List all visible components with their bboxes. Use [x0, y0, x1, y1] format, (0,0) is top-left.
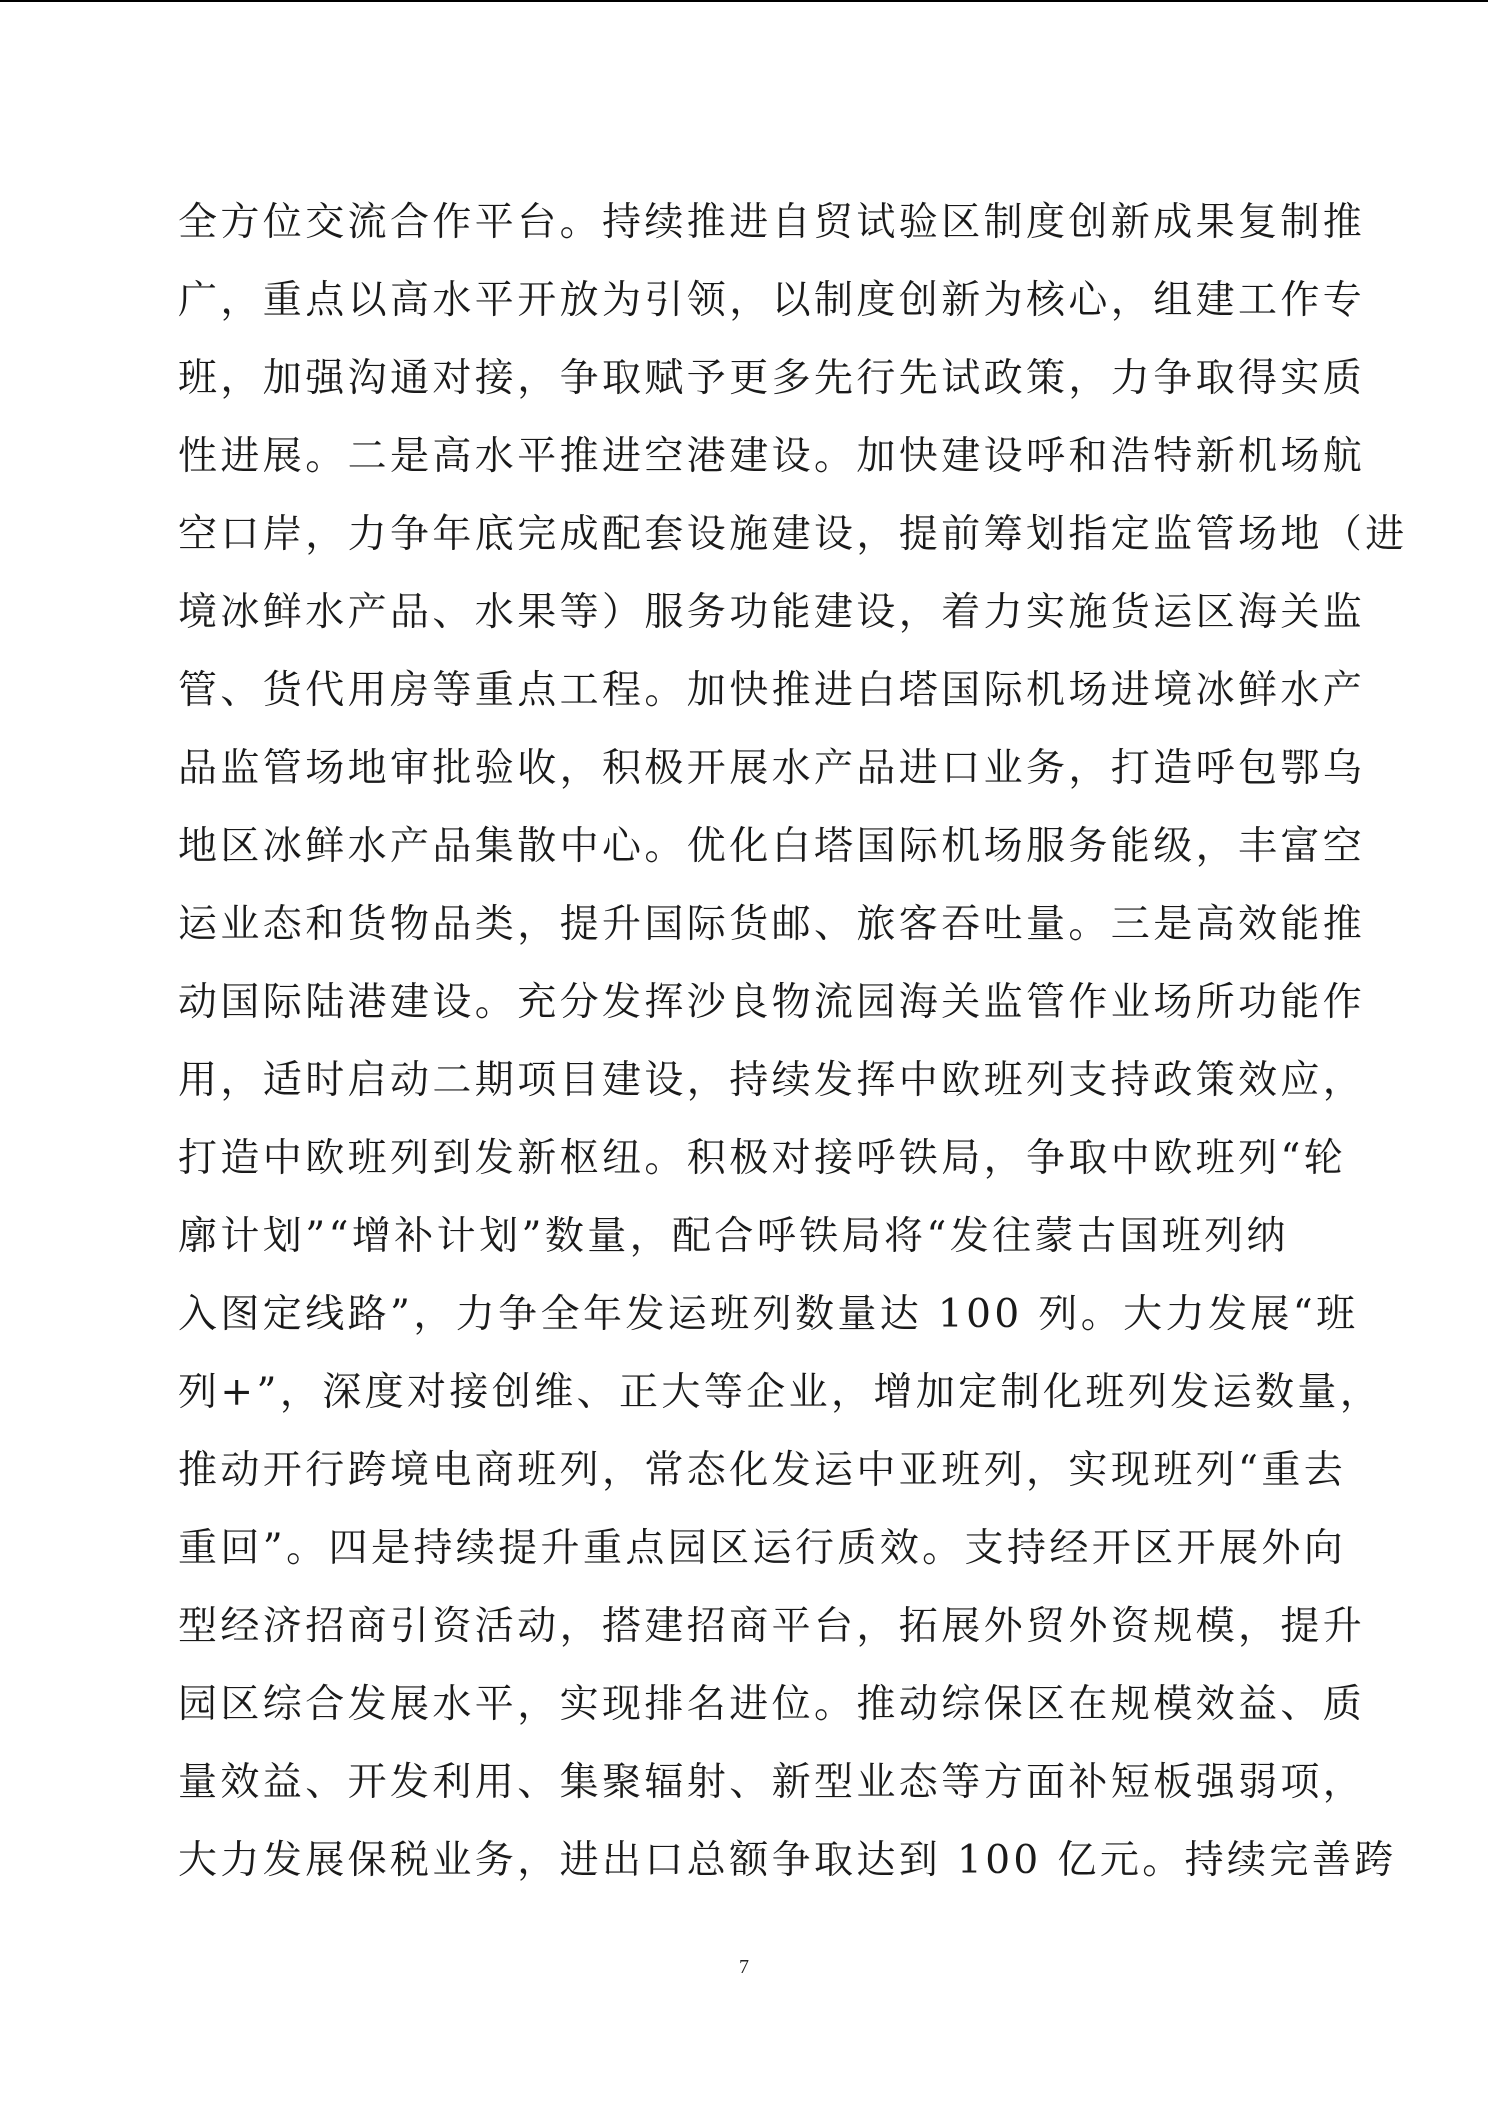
- text-line-1: 全方位交流合作平台。持续推进自贸试验区制度创新成果复制推: [178, 200, 1366, 245]
- text-line-8: 品监管场地审批验收，积极开展水产品进口业务，打造呼包鄂乌: [178, 746, 1366, 791]
- text-line-22: 大力发展保税业务，进出口总额争取达到 100 亿元。持续完善跨: [178, 1838, 1397, 1883]
- text-line-20: 园区综合发展水平，实现排名进位。推动综保区在规模效益、质: [178, 1682, 1366, 1727]
- text-line-2: 广，重点以高水平开放为引领，以制度创新为核心，组建工作专: [178, 278, 1366, 323]
- text-line-17: 推动开行跨境电商班列，常态化发运中亚班列，实现班列“重去: [178, 1448, 1347, 1493]
- text-line-14: 廓计划”“增补计划”数量，配合呼铁局将“发往蒙古国班列纳: [178, 1214, 1289, 1259]
- text-line-10: 运业态和货物品类，提升国际货邮、旅客吞吐量。三是高效能推: [178, 902, 1366, 947]
- text-line-4: 性进展。二是高水平推进空港建设。加快建设呼和浩特新机场航: [178, 434, 1366, 479]
- text-line-5: 空口岸，力争年底完成配套设施建设，提前筹划指定监管场地（进: [178, 512, 1408, 557]
- text-line-13: 打造中欧班列到发新枢纽。积极对接呼铁局，争取中欧班列“轮: [178, 1136, 1347, 1181]
- body-text: [178, 184, 1408, 1900]
- text-line-16: 列+”，深度对接创维、正大等企业，增加定制化班列发运数量，: [178, 1370, 1383, 1415]
- page-number: 7: [739, 1956, 749, 1978]
- text-line-19: 型经济招商引资活动，搭建招商平台，拓展外贸外资规模，提升: [178, 1604, 1366, 1649]
- page-top-border: [0, 0, 1488, 2]
- text-line-15: 入图定线路”，力争全年发运班列数量达 100 列。大力发展“班: [178, 1292, 1359, 1337]
- text-line-21: 量效益、开发利用、集聚辐射、新型业态等方面补短板强弱项，: [178, 1760, 1366, 1805]
- text-line-3: 班，加强沟通对接，争取赋予更多先行先试政策，力争取得实质: [178, 356, 1366, 401]
- text-line-11: 动国际陆港建设。充分发挥沙良物流园海关监管作业场所功能作: [178, 980, 1366, 1025]
- text-line-12: 用，适时启动二期项目建设，持续发挥中欧班列支持政策效应，: [178, 1058, 1366, 1103]
- text-line-7: 管、货代用房等重点工程。加快推进白塔国际机场进境冰鲜水产: [178, 668, 1366, 713]
- text-line-6: 境冰鲜水产品、水果等）服务功能建设，着力实施货运区海关监: [178, 590, 1366, 635]
- text-line-9: 地区冰鲜水产品集散中心。优化白塔国际机场服务能级，丰富空: [178, 824, 1366, 869]
- text-line-18: 重回”。四是持续提升重点园区运行质效。支持经开区开展外向: [178, 1526, 1347, 1571]
